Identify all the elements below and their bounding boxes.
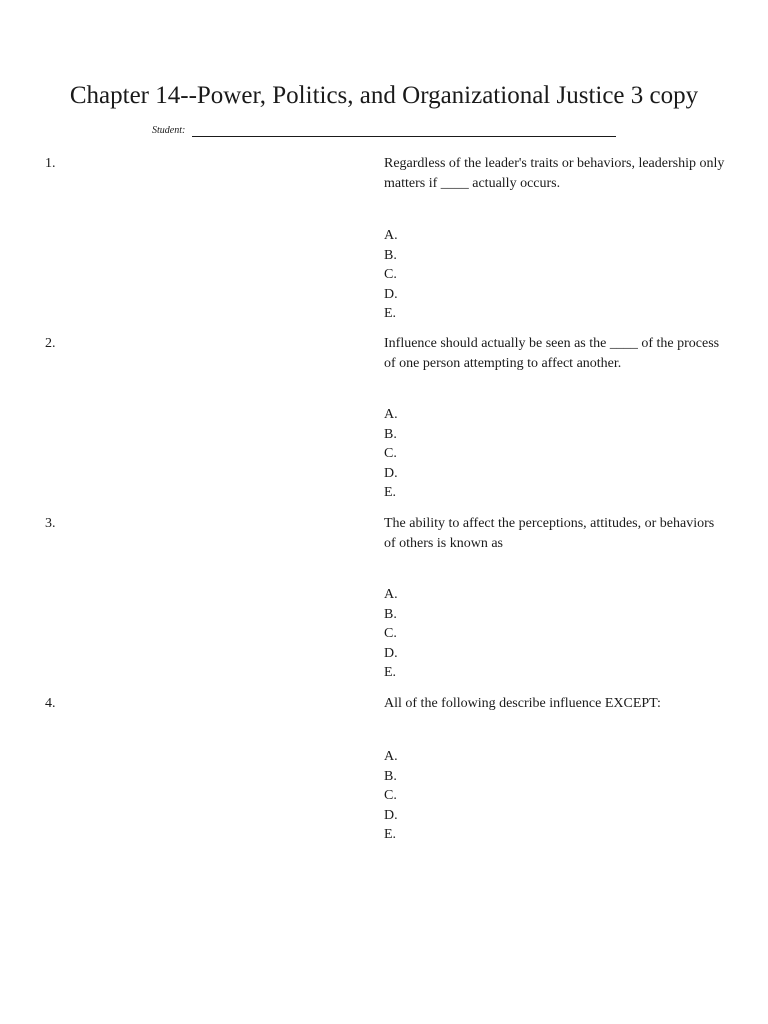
option-c: C. [384, 446, 397, 461]
option-a: A. [384, 749, 398, 764]
option-e: E. [384, 485, 397, 500]
option-e: E. [384, 827, 397, 842]
option-a: A. [384, 407, 398, 422]
question-text: Influence should actually be seen as the ____ of the process of one person attempting to affect another. [384, 336, 720, 371]
option-e: E. [384, 306, 397, 321]
answer-options [384, 405, 398, 503]
question-number: 1. [45, 156, 56, 171]
option-c: C. [384, 788, 397, 803]
question-text: All of the following describe influence EXCEPT: [384, 696, 661, 711]
option-d: D. [384, 645, 398, 661]
option-d: D. [384, 286, 398, 302]
option-d: D. [384, 465, 398, 481]
question-number: 4. [45, 696, 56, 711]
option-e: E. [384, 665, 397, 680]
student-name-line [192, 136, 616, 137]
option-b: B. [384, 426, 397, 442]
option-b: B. [384, 768, 397, 784]
option-a: A. [384, 587, 398, 602]
answer-options [384, 226, 398, 324]
option-b: B. [384, 606, 397, 622]
option-a: A. [384, 228, 398, 243]
page-title: Chapter 14--Power, Politics, and Organizational Justice 3 copy [69, 82, 699, 109]
answer-options [384, 585, 398, 683]
option-c: C. [384, 267, 397, 282]
option-c: C. [384, 626, 397, 641]
question-text: The ability to affect the perceptions, attitudes, or behaviors of others is known as [384, 516, 715, 551]
option-b: B. [384, 247, 397, 263]
question-text: Regardless of the leader's traits or behaviors, leadership only matters if ____ actually occurs. [384, 156, 725, 191]
option-d: D. [384, 807, 398, 823]
student-label: Student: [152, 125, 186, 136]
question-number: 2. [45, 336, 56, 351]
answer-options [384, 747, 398, 845]
question-number: 3. [45, 516, 56, 531]
